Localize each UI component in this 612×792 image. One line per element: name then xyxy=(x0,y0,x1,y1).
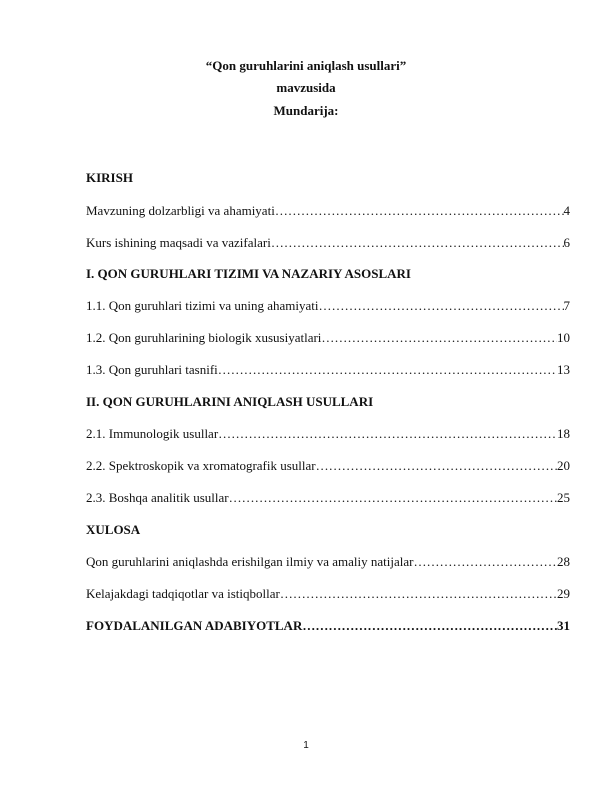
toc-entry-label: Kurs ishining maqsadi va vazifalari xyxy=(86,235,271,250)
document-title: “Qon guruhlarini aniqlash usullari” xyxy=(205,58,407,73)
toc-entry[interactable] xyxy=(86,554,570,572)
toc-entry[interactable] xyxy=(86,586,570,604)
toc-entry-label: 1.2. Qon guruhlarining biologik xususiyatlari xyxy=(86,330,322,345)
toc-entry-label: FOYDALANILGAN ADABIYOTLAR xyxy=(86,618,303,633)
toc-section-chapter2: II. QON GURUHLARINI ANIQLASH USULLARI xyxy=(86,394,374,409)
toc-entry[interactable] xyxy=(86,330,570,348)
toc-entry-page: 18 xyxy=(557,426,570,441)
toc-leader-dots xyxy=(319,298,564,314)
toc-leader-dots xyxy=(316,458,557,474)
toc-entry-label: 1.3. Qon guruhlari tasnifi xyxy=(86,362,218,377)
toc-heading: Mundarija: xyxy=(273,103,339,118)
document-subtitle: mavzusida xyxy=(276,80,336,95)
toc-entry[interactable] xyxy=(86,458,570,476)
toc-entry-page: 10 xyxy=(557,330,570,345)
toc-entry-label: 2.3. Boshqa analitik usullar xyxy=(86,490,229,505)
toc-section-conclusion: XULOSA xyxy=(86,522,141,537)
toc-leader-dots xyxy=(302,618,557,634)
toc-leader-dots xyxy=(280,586,557,602)
toc-entry-label: 2.1. Immunologik usullar xyxy=(86,426,219,441)
toc-entry-page: 13 xyxy=(557,362,570,377)
toc-entry[interactable] xyxy=(86,298,570,316)
toc-leader-dots xyxy=(229,490,557,506)
toc-section-intro: KIRISH xyxy=(86,170,133,185)
toc-leader-dots xyxy=(413,554,557,570)
toc-entry-page: 29 xyxy=(557,586,570,601)
toc-leader-dots xyxy=(218,426,557,442)
toc-entry-page: 28 xyxy=(557,554,570,569)
page-number: 1 xyxy=(303,740,309,751)
toc-entry-page: 4 xyxy=(563,203,570,218)
toc-entry-label: 2.2. Spektroskopik va xromatografik usullar xyxy=(86,458,316,473)
toc-entry-label: Qon guruhlarini aniqlashda erishilgan ilmiy va amaliy natijalar xyxy=(86,554,414,569)
toc-entry[interactable] xyxy=(86,203,570,221)
toc-entry-label: Mavzuning dolzarbligi va ahamiyati xyxy=(86,203,275,218)
toc-entry-page: 7 xyxy=(563,298,570,313)
toc-leader-dots xyxy=(218,362,557,378)
toc-entry[interactable] xyxy=(86,426,570,444)
toc-leader-dots xyxy=(321,330,557,346)
toc-entry[interactable] xyxy=(86,235,570,253)
toc-entry-label: 1.1. Qon guruhlari tizimi va uning ahamiyati xyxy=(86,298,319,313)
toc-entry-page: 25 xyxy=(557,490,570,505)
toc-entry-label: Kelajakdagi tadqiqotlar va istiqbollar xyxy=(86,586,280,601)
toc-entry-page: 31 xyxy=(557,618,570,633)
toc-leader-dots xyxy=(271,235,564,251)
toc-leader-dots xyxy=(275,203,564,219)
toc-entry-page: 20 xyxy=(557,458,570,473)
toc-section-chapter1: I. QON GURUHLARI TIZIMI VA NAZARIY ASOSLARI xyxy=(86,266,411,281)
toc-entry-references[interactable] xyxy=(86,618,570,636)
toc-entry[interactable] xyxy=(86,490,570,508)
toc-entry-page: 6 xyxy=(563,235,570,250)
toc-entry[interactable] xyxy=(86,362,570,380)
